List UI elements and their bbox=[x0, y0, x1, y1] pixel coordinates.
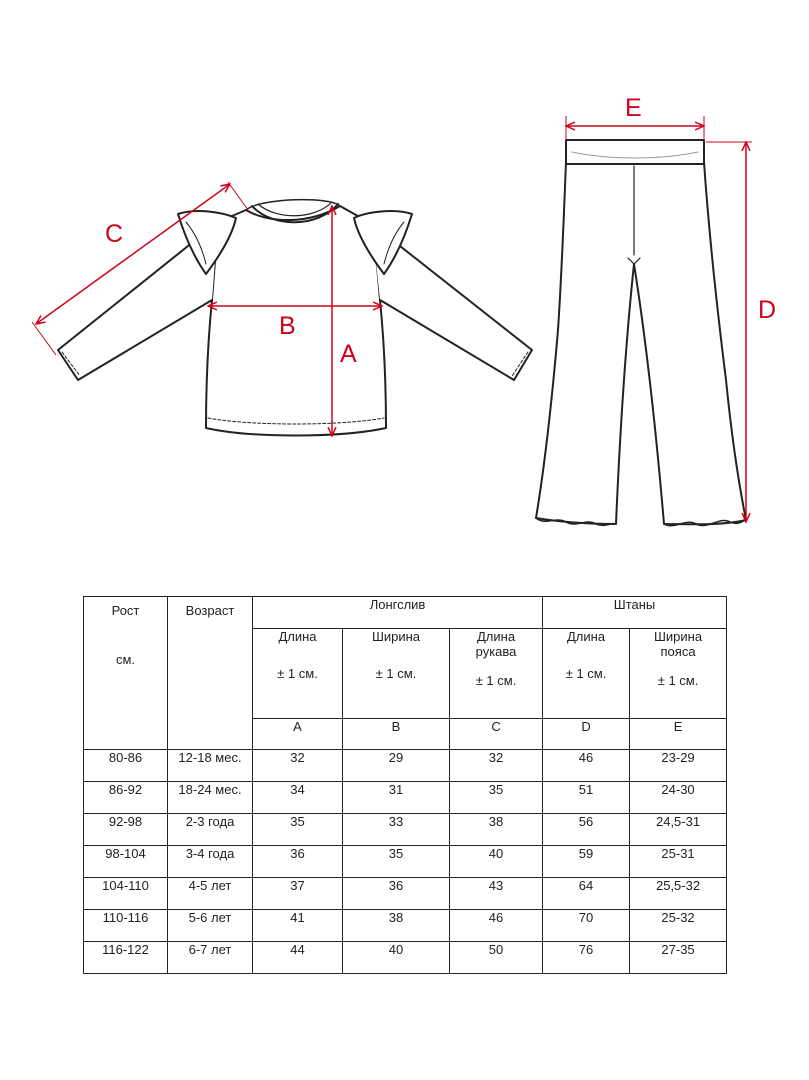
cell-e: 25-32 bbox=[630, 910, 727, 942]
code-e: E bbox=[630, 719, 727, 750]
cell-a: 36 bbox=[253, 846, 343, 878]
code-c: C bbox=[450, 719, 543, 750]
label-d: D bbox=[758, 296, 777, 324]
cell-a: 34 bbox=[253, 782, 343, 814]
table-row bbox=[84, 910, 727, 942]
cell-d: 64 bbox=[543, 878, 630, 910]
cell-age: 2-3 года bbox=[168, 814, 253, 846]
cell-c: 46 bbox=[450, 910, 543, 942]
cell-a: 41 bbox=[253, 910, 343, 942]
cell-height: 110-116 bbox=[84, 910, 168, 942]
cell-age: 3-4 года bbox=[168, 846, 253, 878]
cell-c: 35 bbox=[450, 782, 543, 814]
cell-a: 32 bbox=[253, 750, 343, 782]
label-c: C bbox=[105, 220, 124, 248]
cell-d: 59 bbox=[543, 846, 630, 878]
header-pants-length: Длина ± 1 см. bbox=[543, 629, 630, 719]
table-row bbox=[84, 750, 727, 782]
cell-d: 46 bbox=[543, 750, 630, 782]
size-table bbox=[83, 596, 727, 974]
cell-b: 33 bbox=[343, 814, 450, 846]
cell-c: 50 bbox=[450, 942, 543, 974]
cell-e: 24-30 bbox=[630, 782, 727, 814]
cell-e: 27-35 bbox=[630, 942, 727, 974]
table-row bbox=[84, 814, 727, 846]
header-age: Возраст bbox=[168, 597, 253, 750]
code-a: A bbox=[253, 719, 343, 750]
label-b: B bbox=[279, 312, 296, 340]
cell-a: 37 bbox=[253, 878, 343, 910]
code-d: D bbox=[543, 719, 630, 750]
cell-height: 86-92 bbox=[84, 782, 168, 814]
cell-b: 38 bbox=[343, 910, 450, 942]
header-top-length: Длина ± 1 см. bbox=[253, 629, 343, 719]
cell-height: 80-86 bbox=[84, 750, 168, 782]
cell-b: 40 bbox=[343, 942, 450, 974]
cell-d: 76 bbox=[543, 942, 630, 974]
header-height: Рост см. bbox=[84, 597, 168, 750]
pants-drawing bbox=[536, 140, 746, 526]
cell-height: 116-122 bbox=[84, 942, 168, 974]
header-pants-waist: Ширина пояса ± 1 см. bbox=[630, 629, 727, 719]
measure-e bbox=[566, 94, 704, 140]
table-row bbox=[84, 942, 727, 974]
cell-c: 43 bbox=[450, 878, 543, 910]
cell-b: 35 bbox=[343, 846, 450, 878]
header-longsleeve: Лонгслив bbox=[253, 597, 543, 629]
cell-age: 18-24 мес. bbox=[168, 782, 253, 814]
cell-c: 38 bbox=[450, 814, 543, 846]
cell-b: 31 bbox=[343, 782, 450, 814]
cell-height: 104-110 bbox=[84, 878, 168, 910]
cell-height: 92-98 bbox=[84, 814, 168, 846]
cell-c: 40 bbox=[450, 846, 543, 878]
cell-age: 4-5 лет bbox=[168, 878, 253, 910]
cell-age: 5-6 лет bbox=[168, 910, 253, 942]
cell-age: 12-18 мес. bbox=[168, 750, 253, 782]
cell-age: 6-7 лет bbox=[168, 942, 253, 974]
label-a: A bbox=[340, 340, 357, 368]
header-top-width: Ширина ± 1 см. bbox=[343, 629, 450, 719]
cell-e: 25,5-32 bbox=[630, 878, 727, 910]
label-e: E bbox=[625, 94, 642, 122]
cell-d: 51 bbox=[543, 782, 630, 814]
header-pants: Штаны bbox=[543, 597, 727, 629]
code-b: B bbox=[343, 719, 450, 750]
cell-d: 56 bbox=[543, 814, 630, 846]
cell-b: 36 bbox=[343, 878, 450, 910]
cell-e: 23-29 bbox=[630, 750, 727, 782]
cell-c: 32 bbox=[450, 750, 543, 782]
header-top-sleeve: Длина рукава ± 1 см. bbox=[450, 629, 543, 719]
cell-e: 25-31 bbox=[630, 846, 727, 878]
table-row bbox=[84, 782, 727, 814]
cell-a: 44 bbox=[253, 942, 343, 974]
cell-height: 98-104 bbox=[84, 846, 168, 878]
table-row bbox=[84, 878, 727, 910]
cell-b: 29 bbox=[343, 750, 450, 782]
cell-d: 70 bbox=[543, 910, 630, 942]
table-row bbox=[84, 846, 727, 878]
cell-e: 24,5-31 bbox=[630, 814, 727, 846]
cell-a: 35 bbox=[253, 814, 343, 846]
